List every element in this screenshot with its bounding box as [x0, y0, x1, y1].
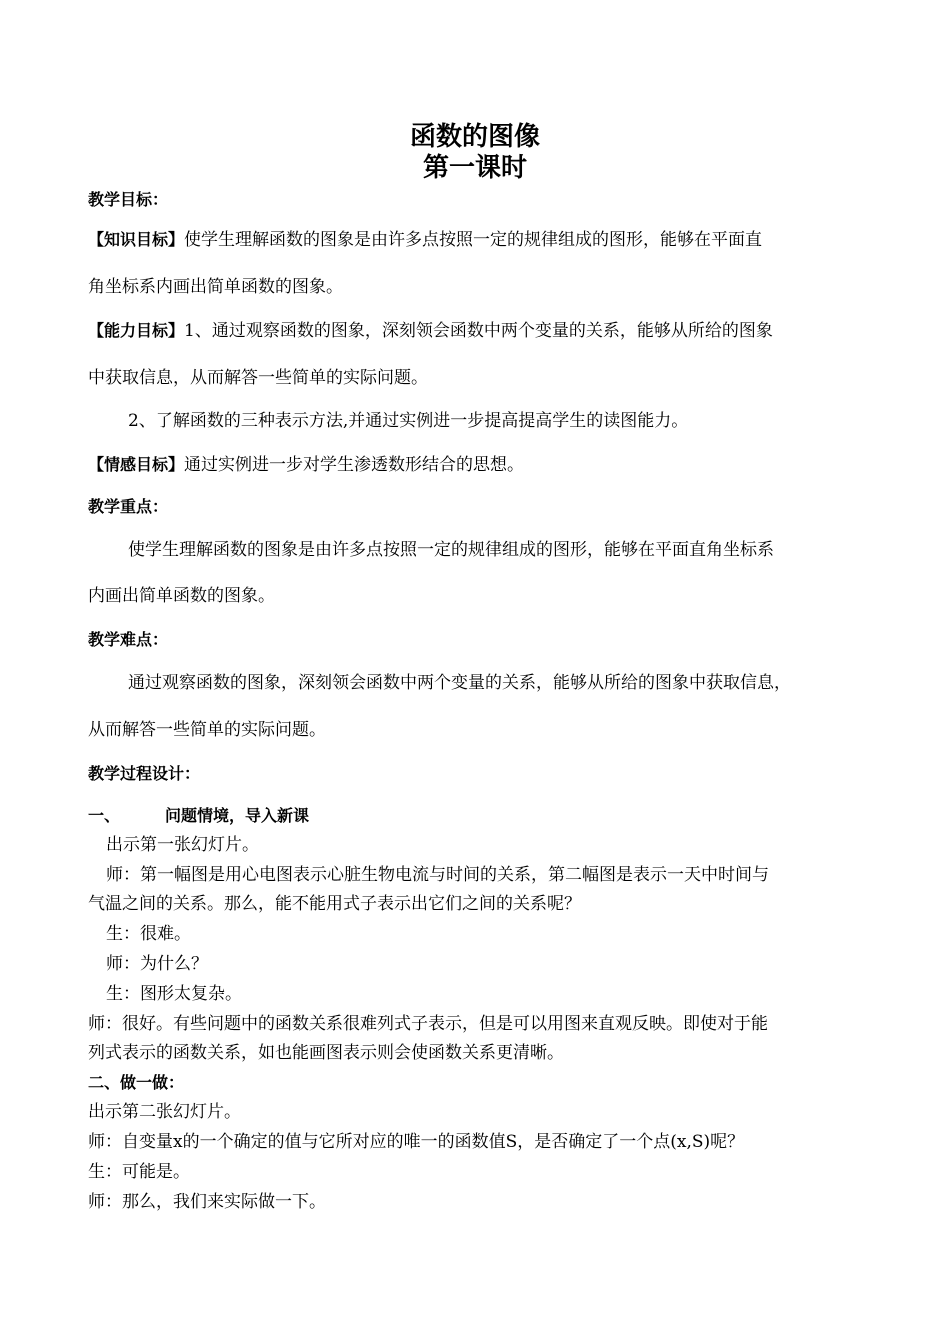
section2-line: 师：自变量x的一个确定的值与它所对应的唯一的函数值S，是否确定了一个点(x,S)呢？: [88, 1132, 745, 1152]
section1-number: 一、: [88, 806, 121, 825]
section1-line: 师：第一幅图是用心电图表示心脏生物电流与时间的关系，第二幅图是表示一天中时间与: [106, 865, 769, 885]
section1-line: 列式表示的函数关系，如也能画图表示则会使函数关系更清晰。: [88, 1043, 564, 1063]
ability-objective-line1: [88, 321, 773, 341]
section2-line: 出示第二张幻灯片。: [88, 1102, 241, 1122]
difficulties-line2: 从而解答一些简单的实际问题。: [88, 720, 326, 740]
ability-objective-text: 1、通过观察函数的图象，深刻领会函数中两个变量的关系，能够从所给的图象: [184, 321, 773, 341]
document-subtitle: 第一课时: [422, 153, 527, 183]
section1-line: 生：很难。: [106, 924, 191, 944]
key-points-heading: 教学重点：: [88, 497, 169, 516]
section2-line: 生：可能是。: [88, 1162, 190, 1182]
process-heading: 教学过程设计：: [88, 764, 201, 783]
section1-line: 师：很好。有些问题中的函数关系很难列式子表示，但是可以用图来直观反映。即使对于能: [88, 1014, 768, 1034]
objectives-heading: 教学目标：: [88, 190, 169, 209]
key-points-line2: 内画出简单函数的图象。: [88, 586, 275, 606]
section1-line: 气温之间的关系。那么，能不能用式子表示出它们之间的关系呢？: [88, 894, 581, 914]
knowledge-objective-line1: [88, 230, 762, 250]
ability-objective-line2: 中获取信息，从而解答一些简单的实际问题。: [88, 368, 428, 388]
ability-objective-line3: 2、了解函数的三种表示方法,并通过实例进一步提高提高学生的读图能力。: [128, 411, 689, 431]
emotion-objective-line1: [88, 455, 524, 475]
section1-title: 问题情境，导入新课: [165, 806, 310, 825]
knowledge-objective-label: 【知识目标】: [88, 230, 185, 249]
emotion-objective-text: 通过实例进一步对学生渗透数形结合的思想。: [184, 455, 525, 475]
section1-line: 出示第一张幻灯片。: [106, 835, 259, 855]
key-points-line1: 使学生理解函数的图象是由许多点按照一定的规律组成的图形，能够在平面直角坐标系: [128, 540, 774, 560]
difficulties-line1: 通过观察函数的图象，深刻领会函数中两个变量的关系，能够从所给的图象中获取信息，: [128, 673, 791, 693]
knowledge-objective-text: 使学生理解函数的图象是由许多点按照一定的规律组成的图形，能够在平面直: [184, 230, 763, 250]
section1-line: 师：为什么？: [106, 954, 208, 974]
knowledge-objective-line2: 角坐标系内画出简单函数的图象。: [88, 277, 343, 297]
document-title: 函数的图像: [409, 122, 540, 152]
section1-line: 生：图形太复杂。: [106, 984, 242, 1004]
ability-objective-label: 【能力目标】: [88, 321, 185, 340]
section2-title: 二、做一做：: [88, 1073, 185, 1092]
difficulties-heading: 教学难点：: [88, 630, 169, 649]
section2-line: 师：那么，我们来实际做一下。: [88, 1192, 326, 1212]
emotion-objective-label: 【情感目标】: [88, 455, 185, 474]
